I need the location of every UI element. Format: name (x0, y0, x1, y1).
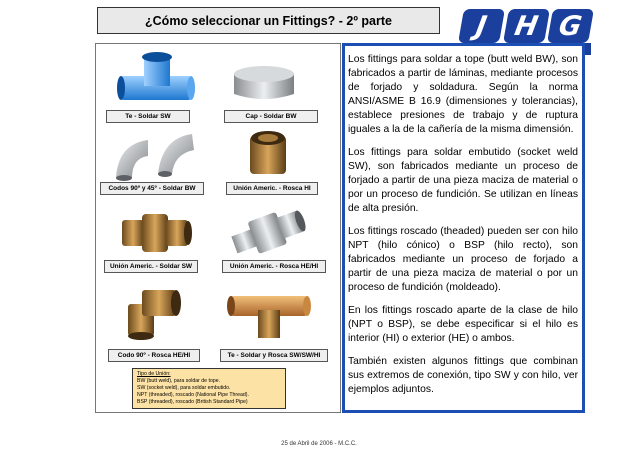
union-sw-image (114, 202, 196, 260)
caption-union-rosca-he-hi: Unión Americ. - Rosca HE/HI (222, 260, 326, 273)
caption-union-rosca-hi: Unión Americ. - Rosca HI (226, 182, 318, 195)
logo-letter-g: G (547, 9, 594, 43)
page-title: ¿Cómo seleccionar un Fittings? - 2º parte (97, 7, 440, 34)
legend-line: BSP (threaded), roscado (British Standard Pipe) (137, 399, 248, 405)
union-he-hi-image (226, 204, 308, 260)
logo-letter-h: H (503, 9, 550, 43)
legend-line: SW (socket weld), para soldar embutido. (137, 385, 231, 391)
description-panel (342, 43, 585, 413)
legend-line: BW (butt weld), para soldar de tope. (137, 378, 221, 384)
footer-date: 25 de Abril de 2006 - M.C.C. (281, 441, 357, 447)
tee-fitting-image (116, 50, 196, 110)
legend-title: Tipo de Unión: (137, 371, 171, 377)
caption-codos-soldar: Codos 90º y 45º - Soldar BW (100, 182, 204, 195)
legend-line: NPT (threaded), roscado (National Pipe Thread). (137, 392, 249, 398)
caption-union-soldar-sw: Unión Americ. - Soldar SW (104, 260, 198, 273)
paragraph-threaded: Los fittings roscado (theaded) pueden ser con hilo NPT (hilo cónico) o BSP (hilo recto), son fabricados mediante un proceso de forjado a partir de una pieza maciza de material o por un proceso de fundición (moldeado). (348, 226, 578, 293)
fittings-gallery (95, 43, 341, 413)
tee-sw-hi-image (226, 282, 312, 342)
threaded-elbow-image (118, 280, 188, 342)
union-type-legend (132, 368, 286, 409)
caption-codo-rosca: Codo 90º - Rosca HE/HI (108, 349, 200, 362)
cap-fitting-image (224, 60, 304, 104)
elbow-fittings-image (108, 126, 200, 182)
caption-te-soldar: Te - Soldar SW (106, 110, 190, 123)
paragraph-socket-weld: Los fittings para soldar embutido (socket weld SW), son fabricados mediante un proceso de forjado a partir de una pieza maciza de material o por un proceso de fundición. Se utilizan en líneas de alta presión. (348, 147, 578, 214)
caption-cap-soldar: Cap - Soldar BW (224, 110, 318, 123)
paragraph-butt-weld: Los fittings para soldar a tope (butt weld BW), son fabricados a partir de láminas, mediante procesos de forjado y soldadura. Según la norma ANSI/ASME B 16.9 (dimensiones y tolerancias), establece presiones de trabajo y de ruptura iguales a la de la cañería de la misma dimensión. (348, 54, 578, 135)
caption-te-soldar-rosca: Te - Soldar y Rosca SW/SW/HI (220, 349, 328, 362)
logo-letter-j: J (458, 9, 505, 43)
paragraph-thread-class: En los fittings roscado aparte de la clase de hilo (NPT o BSP), se debe especificar si el hilo es interior (HI) o exterior (HE) o ambos. (348, 305, 578, 344)
paragraph-combined: También existen algunos fittings que combinan sus extremos de conexión, tipo SW y con hilo, ver ejemplos adjuntos. (348, 356, 578, 395)
union-hi-image (238, 128, 298, 182)
